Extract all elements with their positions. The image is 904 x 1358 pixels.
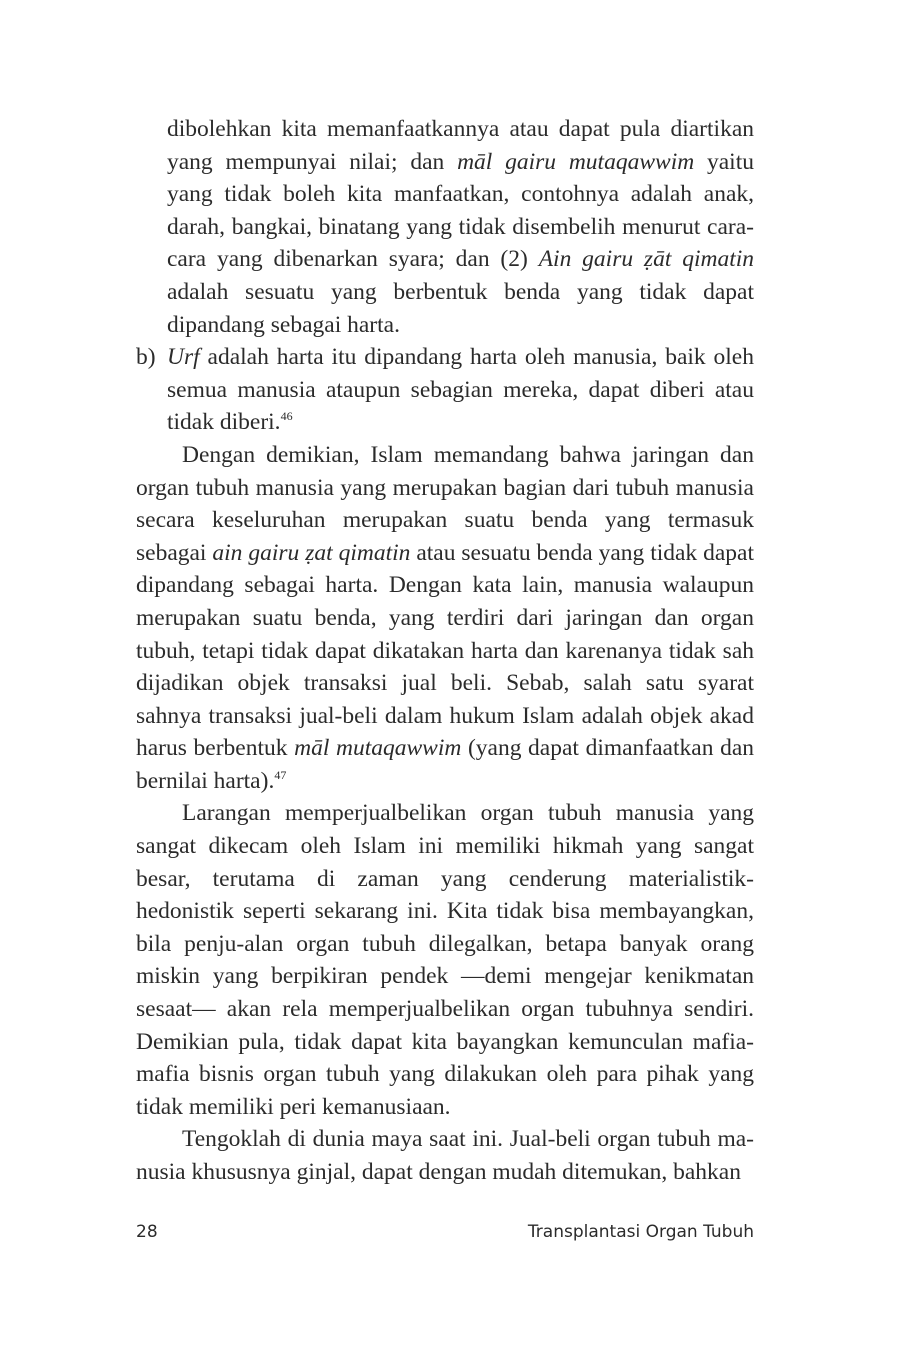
arabic-term: Urf xyxy=(167,344,200,371)
page-footer xyxy=(136,1222,754,1242)
footnote-ref: 46 xyxy=(280,409,293,424)
text-run: yaitu yang tidak boleh kita manfaatkan, contohnya adalah anak, darah, bangkai, binatang yang tidak disembelih menurut cara-cara yang dibenarkan syara; dan (2) xyxy=(167,148,754,273)
paragraph-1 xyxy=(136,439,754,798)
text-run: Tengoklah di dunia maya saat ini. Jual-beli organ tubuh ma-nusia khususnya ginjal, dapat dengan mudah ditemukan, bahkan xyxy=(136,1126,754,1185)
page-number: 28 xyxy=(136,1222,158,1242)
paragraph-2 xyxy=(136,797,754,1123)
arabic-term: Ain gairu ẓāt qimatin xyxy=(538,246,754,273)
text-run: (yang dapat dimanfaatkan dan bernilai harta). xyxy=(136,735,754,794)
text-run: Dengan demikian, Islam memandang bahwa jaringan dan organ tubuh manusia yang merupakan bagian dari tubuh manusia secara keseluruhan merupakan suatu benda yang termasuk sebagai xyxy=(136,441,754,566)
text-run: adalah harta itu dipandang harta oleh manusia, baik oleh semua manusia ataupun sebagian mereka, dapat diberi atau tidak diberi. xyxy=(167,344,754,436)
text-run: Larangan memperjualbelikan organ tubuh manusia yang sangat dikecam oleh Islam ini memiliki hikmah yang sangat besar, terutama di zaman yang cenderung materialistik-hedonistik seperti sekarang ini. Kita tidak bisa membayangkan, bila penju-alan organ tubuh dilegalkan, betapa banyak orang miskin yang berpikiran pendek —demi mengejar kenikmatan sesaat— akan rela memperjualbelikan organ tubuhnya sendiri. Demikian pula, tidak dapat kita bayangkan kemunculan mafia-mafia bisnis organ tubuh yang dilakukan oleh para pihak yang tidak memiliki peri kemanusiaan. xyxy=(136,800,754,1120)
continued-list-item-a xyxy=(136,113,754,341)
running-title: Transplantasi Organ Tubuh xyxy=(527,1222,754,1242)
list-item-b xyxy=(136,341,754,439)
text-run: dibolehkan kita memanfaatkannya atau dapat pula diartikan yang mempunyai nilai; dan xyxy=(167,116,754,175)
page-body xyxy=(136,113,754,1189)
arabic-term: māl mutaqawwim xyxy=(294,735,462,762)
footnote-ref: 47 xyxy=(274,767,287,782)
text-run: atau sesuatu benda yang tidak dapat dipandang sebagai harta. Dengan kata lain, manusia walaupun merupakan suatu benda, yang terdiri dari jaringan dan organ tubuh, tetapi tidak dapat dikatakan harta dan karenanya tidak sah dijadikan objek transaksi jual beli. Sebab, salah satu syarat sahnya transaksi jual-beli dalam hukum Islam adalah objek akad harus berbentuk xyxy=(136,539,755,762)
text-run: adalah sesuatu yang berbentuk benda yang tidak dapat dipandang sebagai harta. xyxy=(167,278,754,338)
paragraph-3 xyxy=(136,1123,754,1188)
list-marker: b) xyxy=(136,344,156,371)
arabic-term: māl gairu mutaqawwim xyxy=(457,148,695,175)
arabic-term: ain gairu ẓat qimatin xyxy=(212,539,411,566)
